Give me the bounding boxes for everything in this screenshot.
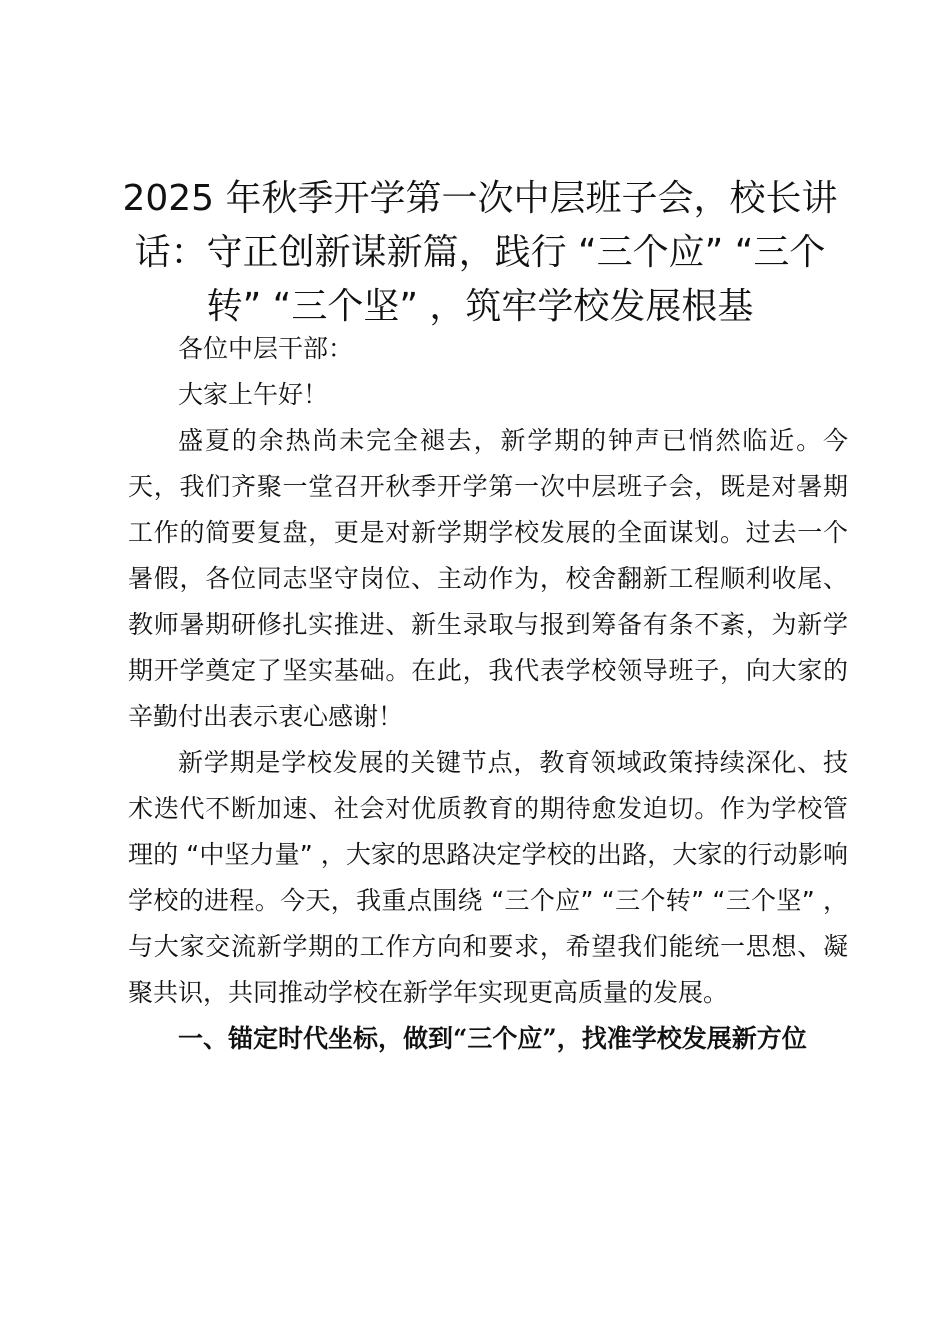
paragraph-overview: 新学期是学校发展的关键节点，教育领域政策持续深化、技术迭代不断加速、社会对优质教育的期待愈发迫切。作为学校管理的 “中坚力量” ，大家的思路决定学校的出路，大家的行动影响学校的进程。今天，我重点围绕 “三个应” “三个转” “三个坚” ，与大家交流新学期的工作方向和要求，希望我们能统一思想、凝聚共识，共同推动学校在新学年实现更高质量的发展。 xyxy=(128,748,848,1007)
paragraph-intro: 盛夏的余热尚未完全褪去，新学期的钟声已悄然临近。今天，我们齐聚一堂召开秋季开学第一次中层班子会，既是对暑期工作的简要复盘，更是对新学期学校发展的全面谋划。过去一个暑假，各位同志坚守岗位、主动作为，校舍翻新工程顺利收尾、教师暑期研修扎实推进、新生录取与报到筹备有条不紊，为新学期开学奠定了坚实基础。在此，我代表学校领导班子，向大家的辛勤付出表示衷心感谢！ xyxy=(128,426,848,731)
document-body xyxy=(128,326,848,1062)
greeting: 大家上午好！ xyxy=(178,380,329,409)
salutation: 各位中层干部： xyxy=(178,334,354,363)
section-heading-1: 一、锚定时代坐标，做到“三个应”，找准学校发展新方位 xyxy=(178,1024,807,1053)
document-title: 2025 年秋季开学第一次中层班子会，校长讲话：守正创新谋新篇，践行 “三个应” “三个转” “三个坚” ，筑牢学校发展根基 xyxy=(122,178,838,327)
